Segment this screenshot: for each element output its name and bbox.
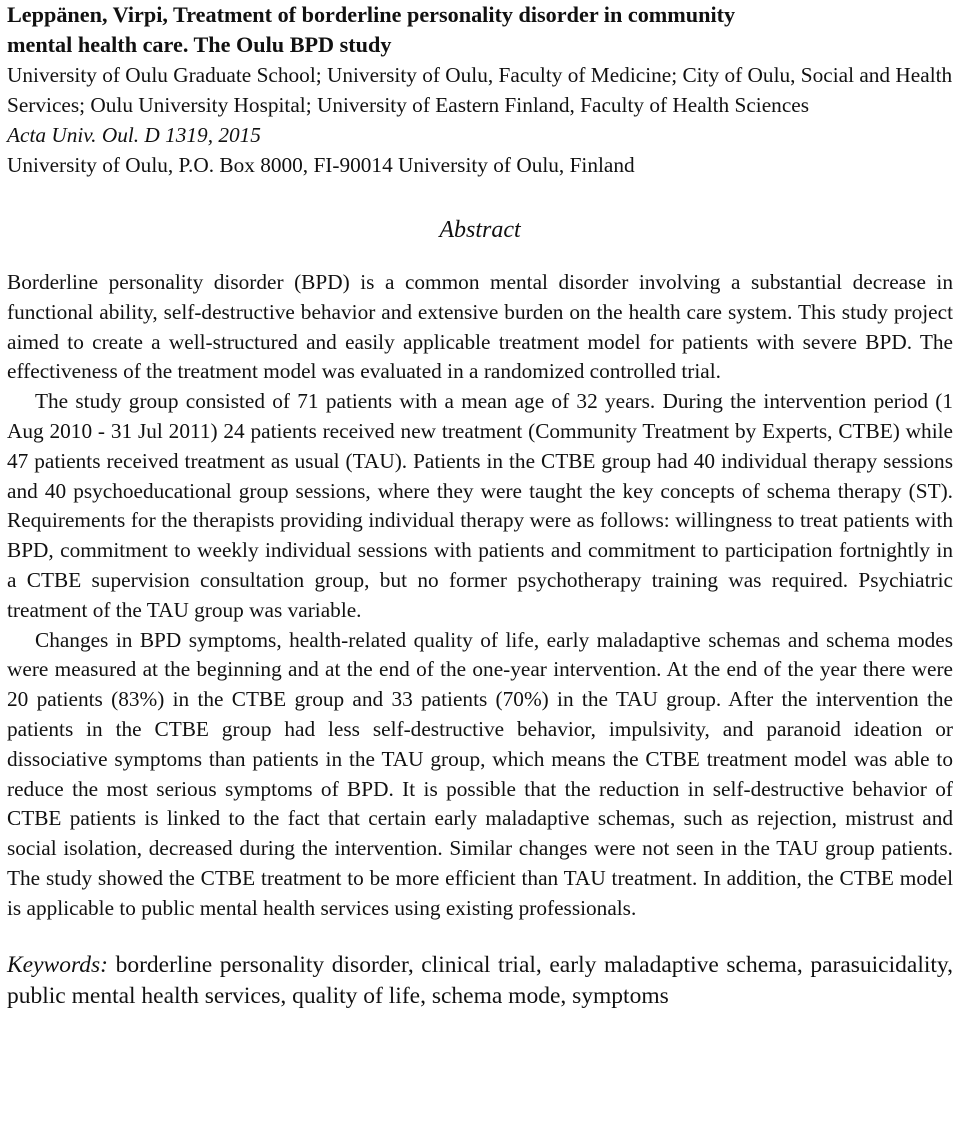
abstract-paragraph-2: The study group consisted of 71 patients with a mean age of 32 years. During the intervention period (1 Aug 2010 - 31 Jul 2011) 24 patients received new treatment (Community Treatment by Experts, CTBE) while 47 patients received treatment as usual (TAU). Patients in the CTBE group had 40 individual therapy sessions and 40 psychoeducational group sessions, where they were taught the key concepts of schema therapy (ST). Requirements for the therapists providing individual therapy were as follows: willingness to treat patients with BPD, commitment to weekly individual sessions with patients and commitment to participation fortnightly in a CTBE supervision consultation group, but no former psychotherapy training was required. Psychiatric treatment of the TAU group was variable. <box>7 389 953 622</box>
journal-citation: Acta Univ. Oul. D 1319, 2015 <box>7 123 261 147</box>
title-line-1: Leppänen, Virpi, Treatment of borderline personality disorder in community <box>7 2 736 27</box>
publisher-address: University of Oulu, P.O. Box 8000, FI-90014 University of Oulu, Finland <box>7 153 635 177</box>
document-page <box>7 0 953 1035</box>
keywords-label: Keywords: <box>7 951 108 978</box>
abstract-paragraph-3: Changes in BPD symptoms, health-related quality of life, early maladaptive schemas and schema modes were measured at the beginning and at the end of the one-year intervention. At the end of the year there were 20 patients (83%) in the CTBE group and 33 patients (70%) in the TAU group. After the intervention the patients in the CTBE group had less self-destructive behavior, impulsivity, and paranoid ideation or dissociative symptoms than patients in the TAU group, which means the CTBE treatment model was able to reduce the most serious symptoms of BPD. It is possible that the reduction in self-destructive behavior of CTBE patients is linked to the fact that certain early maladaptive schemas, such as rejection, mistrust and social isolation, decreased during the intervention. Similar changes were not seen in the TAU group patients. The study showed the CTBE treatment to be more efficient than TAU treatment. In addition, the CTBE model is applicable to public mental health services using existing professionals. <box>7 627 953 920</box>
abstract-heading: Abstract <box>439 217 521 243</box>
keywords-text: borderline personality disorder, clinical trial, early maladaptive schema, parasuicidality, public mental health services, quality of life, schema mode, symptoms <box>7 951 954 1009</box>
affiliation: University of Oulu Graduate School; University of Oulu, Faculty of Medicine; City of Oulu, Social and Health Services; Oulu University Hospital; University of Eastern Finland, Faculty of Health Sciences <box>7 63 953 117</box>
abstract-paragraph-1: Borderline personality disorder (BPD) is a common mental disorder involving a substantial decrease in functional ability, self-destructive behavior and extensive burden on the health care system. This study project aimed to create a well-structured and easily applicable treatment model for patients with severe BPD. The effectiveness of the treatment model was evaluated in a randomized controlled trial. <box>7 270 953 384</box>
keywords <box>7 950 953 1012</box>
title-line-2: mental health care. The Oulu BPD study <box>7 32 392 57</box>
document-title <box>7 0 953 60</box>
